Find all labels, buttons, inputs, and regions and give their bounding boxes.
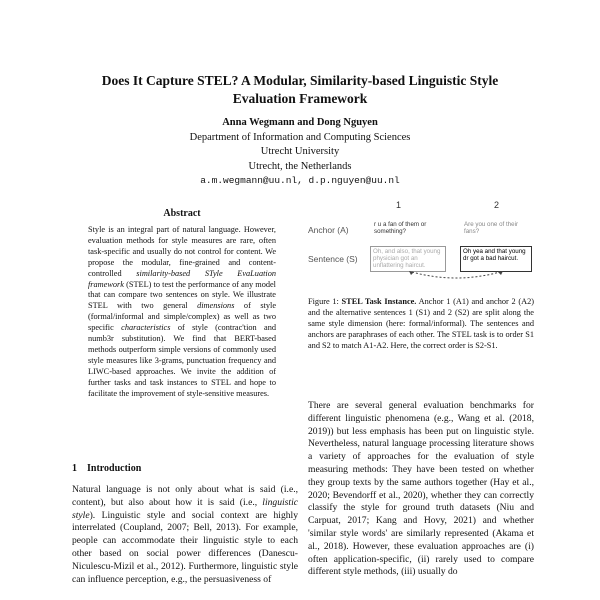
- affiliation-department: Department of Information and Computing Sciences: [189, 131, 411, 143]
- figure-column-1: 1: [396, 200, 402, 210]
- sentence-1-box: Oh, and also, that young physician got an unflattering haircut.: [370, 246, 446, 272]
- author-emails: a.m.wegmann@uu.nl, d.p.nguyen@uu.nl: [200, 175, 400, 186]
- affiliation-university: Utrecht University: [260, 146, 340, 157]
- abstract-emphasis-3: characteristics: [121, 323, 171, 333]
- intro-text-1: Natural language is not only about what is said (i.e., content), but also about how it is said (i.e.,: [72, 484, 298, 508]
- swap-arrow-icon: [408, 270, 504, 282]
- author-block: [60, 116, 540, 189]
- abstract-text-4: of style (contrac'tion and numb3r substitution). We find that BERT-based methods outperform simple versions of commonly used style measures like 3-grams, punctuation frequency and LIWC-based approaches. We invite the addition of further tasks and task instances to STEL and hope to facilitate the improvement of style-sensitive measures.: [88, 323, 277, 398]
- figure-caption: [308, 297, 534, 352]
- caption-label: Figure 1:: [308, 297, 342, 306]
- abstract-emphasis-2: dimensions: [197, 301, 235, 311]
- caption-bold: STEL Task Instance.: [341, 297, 417, 306]
- figure-column-2: 2: [494, 200, 500, 210]
- intro-text-2: ). Linguistic style and social context are highly interrelated (Coupland, 2007; Bell, 2013). For example, people can accommodate their linguistic style to each other based on social power differences (Danescu-Niculescu-Mizil et al., 2012). Furthermore, linguistic style can influence perception, e.g., the persuasiveness of: [72, 509, 298, 585]
- right-column-body: There are several general evaluation benchmarks for different linguistic phenomena (e.g., Wang et al. (2018, 2019)) but less emphasis has been put on linguistic style. Nevertheless, natural language processing literature shows a variety of approaches for the evaluation of style measuring methods: They have been tested on whether they group texts by the same authors together (Hay et al., 2020; Bevendorff et al., 2020), whether they can correctly classify the style for ground truth datasets (Niu and Carpuat, 2017; Kang and Hovy, 2021) and whether 'similar style words' are similarly represented (Akama et al., 2018). However, these evaluation approaches are (i) often application-specific, (ii) rarely used to compare different style methods, (iii) usually do: [308, 400, 534, 578]
- anchor-row-label: Anchor (A): [308, 225, 349, 235]
- swap-arrow-head-left: [409, 271, 414, 275]
- caption-text: Anchor 1 (A1) and anchor 2 (A2) and the alternative sentences 1 (S1) and 2 (S2) are split along the same style dimension (here: formal/informal). The sentences and anchors are paraphrases of each other. The STEL task is to order S1 and S2 to match A1-A2. Here, the correct order is S2-S1.: [308, 297, 534, 350]
- figure-1: [308, 200, 534, 280]
- section-heading-introduction: [72, 463, 141, 474]
- abstract-emphasis-1: similarity-based STyle EvaLuation framework: [88, 268, 277, 289]
- sentence-2-box: Oh yea and that young dr got a bad haircut.: [460, 246, 532, 272]
- anchor-2-text: Are you one of their fans?: [464, 221, 519, 235]
- title-line-1: Does It Capture STEL? A Modular, Similarity-based Linguistic Style: [101, 73, 499, 88]
- section-number: 1: [72, 463, 77, 474]
- abstract-text-1: Style is an integral part of natural language. However, evaluation methods for style measures are rare, often task-specific and usually do not control for content. We propose the modular, fine-grained and content-controlled: [88, 225, 276, 278]
- introduction-body: [72, 484, 298, 586]
- anchor-1-text: r u a fan of them or something?: [374, 221, 427, 235]
- section-title: Introduction: [87, 463, 142, 474]
- paper-title: [60, 72, 540, 108]
- abstract-text-3: of style (formal/informal and simple/complex) as well as two specific: [88, 301, 277, 333]
- title-line-2: Evaluation Framework: [232, 91, 368, 106]
- author-names: Anna Wegmann and Dong Nguyen: [222, 117, 378, 128]
- swap-arrow-path: [412, 272, 500, 278]
- swap-arrow-head-right: [498, 271, 503, 275]
- abstract-heading: Abstract: [163, 208, 201, 219]
- abstract-body: [88, 225, 276, 400]
- affiliation-location: Utrecht, the Netherlands: [248, 160, 352, 172]
- sentence-row-label: Sentence (S): [308, 254, 358, 264]
- intro-emphasis: linguistic style: [72, 496, 298, 521]
- abstract-text-2: (STEL) to test the performance of any model that can compare two sentences on style. We illustrate STEL with two general: [88, 279, 276, 311]
